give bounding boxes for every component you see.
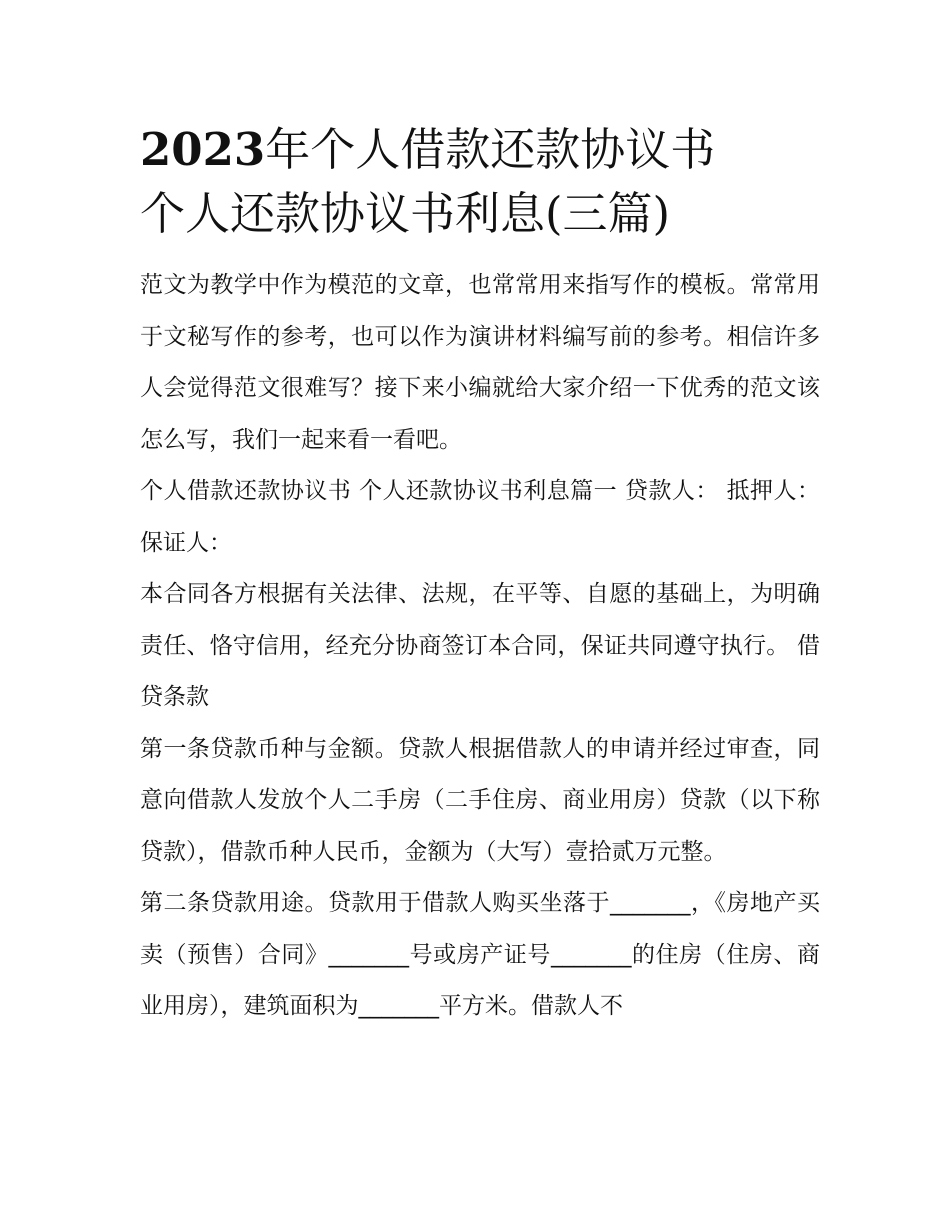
document-title (140, 118, 820, 246)
title-line-1-text: 年个人借款还款协议书 (265, 123, 716, 176)
article-2-paragraph: 第二条贷款用途。贷款用于借款人购买坐落于_______，《房地产买卖（预售）合同》_______号或房产证号_______的住房（住房、商业用房），建筑面积为_______平方米。借款人不 (140, 890, 820, 1019)
document-page (140, 118, 820, 1033)
intro-paragraph: 范文为教学中作为模范的文章，也常常用来指写作的模板。常常用于文秘写作的参考，也可以作为演讲材料编写前的参考。相信许多人会觉得范文很难写？接下来小编就给大家介绍一下优秀的范文该怎么写，我们一起来看一看吧。 (140, 272, 820, 453)
preamble-paragraph: 本合同各方根据有关法律、法规，在平等、自愿的基础上，为明确责任、恪守信用，经充分协商签订本合同，保证共同遵守执行。 借贷条款 (140, 581, 820, 710)
title-line-1 (140, 118, 820, 182)
parties-paragraph: 个人借款还款协议书 个人还款协议书利息篇一 贷款人： 抵押人： 保证人： (140, 478, 820, 556)
article-1-paragraph: 第一条贷款币种与金额。贷款人根据借款人的申请并经过审查，同意向借款人发放个人二手房（二手住房、商业用房）贷款（以下称贷款），借款币种人民币，金额为（大写）壹拾贰万元整。 (140, 735, 820, 865)
title-year: 2023 (140, 123, 266, 176)
title-line-2: 个人还款协议书利息(三篇) (140, 187, 671, 240)
